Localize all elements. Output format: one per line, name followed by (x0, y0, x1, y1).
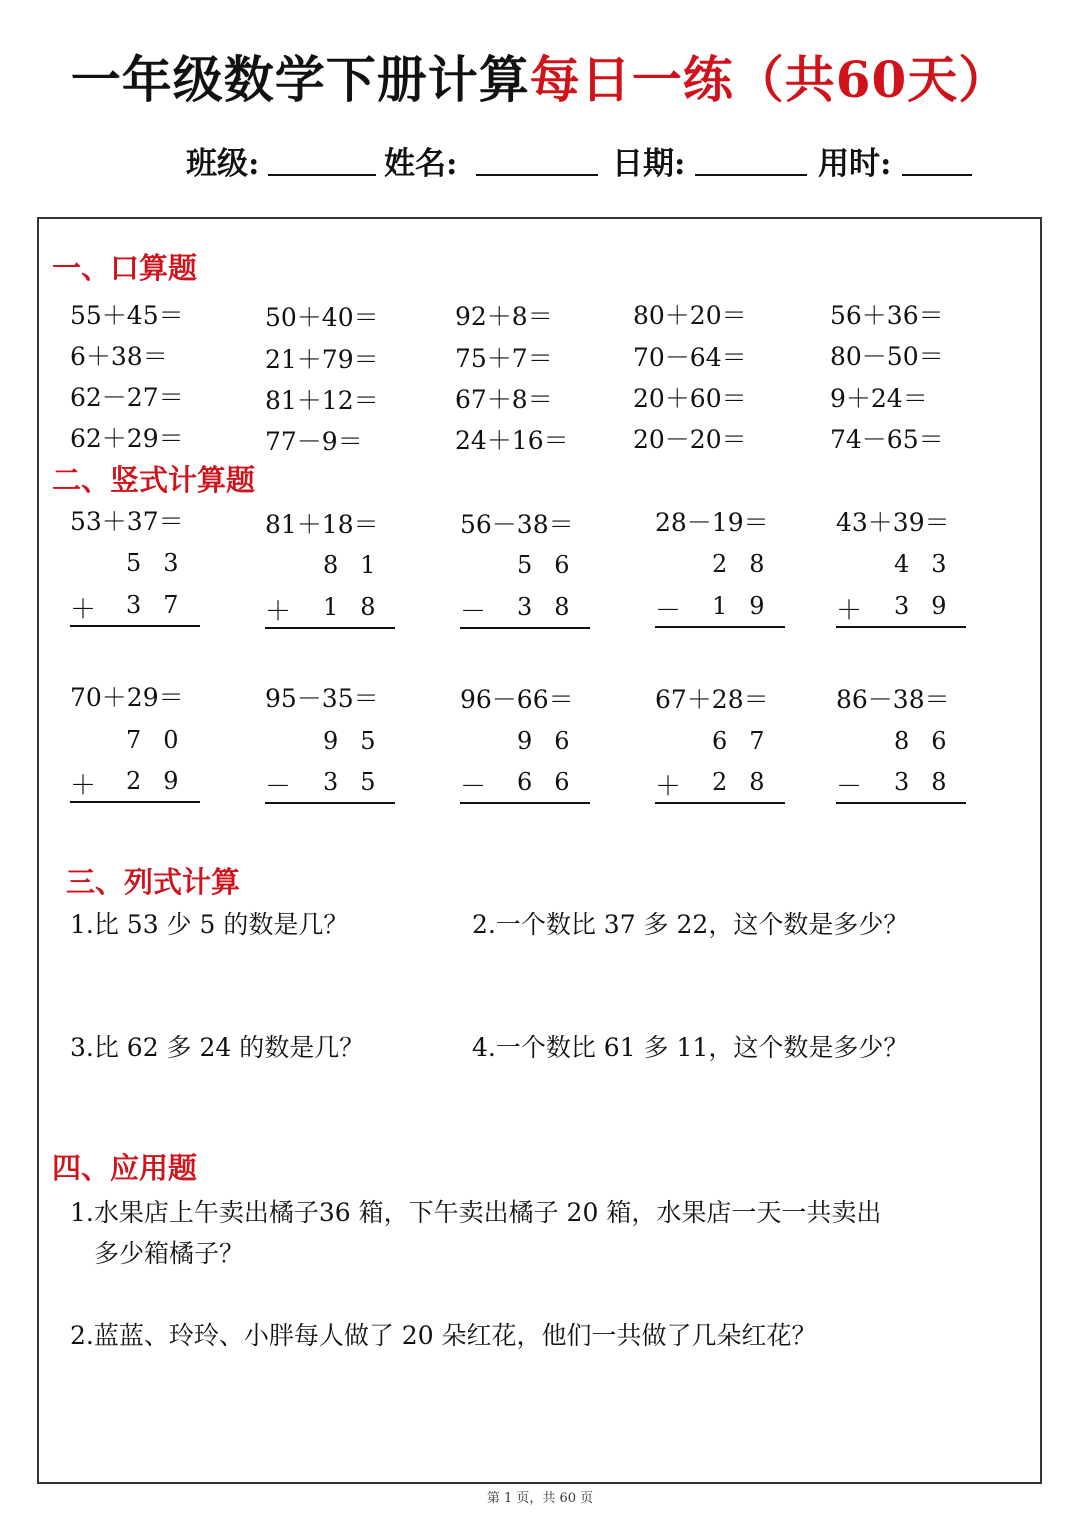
oral-question: 81＋12＝ (265, 386, 379, 415)
name-blank[interactable] (476, 174, 598, 176)
oral-question: 62＋29＝ (70, 424, 184, 453)
answer-line (655, 802, 785, 804)
vertical-equation: 95－35＝ (265, 684, 379, 713)
minus-operator: － (460, 597, 487, 627)
oral-question: 75＋7＝ (455, 344, 553, 373)
vertical-top-number: 56 (517, 551, 592, 579)
plus-operator: ＋ (70, 771, 97, 801)
answer-line (265, 802, 395, 804)
oral-question: 74－65＝ (830, 425, 944, 454)
oral-question: 6＋38＝ (70, 342, 168, 371)
word-problem-2: 2.蓝蓝、玲玲、小胖每人做了 20 朵红花，他们一共做了几朵红花？ (70, 1321, 817, 1350)
plus-operator: ＋ (836, 596, 863, 626)
page-number-footer: 第 1 页，共 60 页 (486, 1491, 594, 1506)
oral-question: 80＋20＝ (633, 301, 747, 330)
answer-line (265, 627, 395, 629)
vertical-equation: 81＋18＝ (265, 510, 379, 539)
vertical-equation: 43＋39＝ (836, 508, 950, 537)
answer-line (836, 626, 966, 628)
oral-question: 56＋36＝ (830, 301, 944, 330)
oral-question: 20＋60＝ (633, 384, 747, 413)
oral-question: 67＋8＝ (455, 385, 553, 414)
vertical-bottom-number: 39 (894, 592, 969, 620)
vertical-bottom-number: 18 (323, 593, 398, 621)
vertical-top-number: 96 (517, 727, 592, 755)
vertical-bottom-number: 66 (517, 768, 592, 796)
vertical-top-number: 70 (126, 726, 201, 754)
vertical-equation: 96－66＝ (460, 685, 574, 714)
answer-line (70, 625, 200, 627)
oral-question: 62－27＝ (70, 383, 184, 412)
vertical-top-number: 81 (323, 551, 398, 579)
class-blank[interactable] (268, 174, 376, 176)
minus-operator: － (655, 596, 682, 626)
oral-question: 24＋16＝ (455, 426, 569, 455)
plus-operator: ＋ (70, 595, 97, 625)
minus-operator: － (265, 772, 292, 802)
vertical-bottom-number: 38 (517, 593, 592, 621)
vertical-top-number: 53 (126, 549, 201, 577)
vertical-equation: 53＋37＝ (70, 507, 184, 536)
expression-question: 1.比 53 少 5 的数是几？ (70, 910, 349, 939)
date-label: 日期: (612, 146, 686, 182)
vertical-equation: 28－19＝ (655, 508, 769, 537)
vertical-top-number: 95 (323, 727, 398, 755)
title-main: 一年级数学下册计算 (70, 50, 530, 109)
word-problem-1-continued: 多少箱橘子？ (94, 1239, 245, 1268)
minus-operator: － (460, 772, 487, 802)
vertical-bottom-number: 35 (323, 768, 398, 796)
name-label: 姓名: (384, 146, 458, 182)
section-expression-heading: 三、列式计算 (66, 865, 241, 899)
time-label: 用时: (818, 146, 892, 182)
page-title (0, 40, 1080, 112)
vertical-bottom-number: 37 (126, 591, 201, 619)
section-oral-heading: 一、口算题 (52, 251, 198, 285)
word-problem-1: 1.水果店上午卖出橘子36 箱，下午卖出橘子 20 箱，水果店一天一共卖出 (70, 1198, 882, 1227)
vertical-bottom-number: 38 (894, 768, 969, 796)
vertical-top-number: 43 (894, 550, 969, 578)
minus-operator: － (836, 772, 863, 802)
plus-operator: ＋ (655, 772, 682, 802)
vertical-bottom-number: 29 (126, 767, 201, 795)
plus-operator: ＋ (265, 597, 292, 627)
answer-line (836, 802, 966, 804)
oral-question: 55＋45＝ (70, 301, 184, 330)
oral-question: 50＋40＝ (265, 303, 379, 332)
expression-question: 2.一个数比 37 多 22，这个数是多少？ (472, 910, 909, 939)
time-blank[interactable] (902, 174, 972, 176)
oral-question: 20－20＝ (633, 425, 747, 454)
vertical-equation: 56－38＝ (460, 510, 574, 539)
title-highlight: 每日一练（共60天） (529, 50, 1010, 109)
vertical-equation: 67＋28＝ (655, 685, 769, 714)
expression-question: 3.比 62 多 24 的数是几？ (70, 1033, 365, 1062)
vertical-equation: 70＋29＝ (70, 683, 184, 712)
oral-question: 92＋8＝ (455, 302, 553, 331)
vertical-top-number: 67 (712, 727, 787, 755)
answer-line (70, 801, 200, 803)
oral-question: 9＋24＝ (830, 384, 928, 413)
answer-line (460, 627, 590, 629)
vertical-equation: 86－38＝ (836, 685, 950, 714)
oral-question: 80－50＝ (830, 342, 944, 371)
class-label: 班级: (186, 146, 260, 182)
vertical-bottom-number: 19 (712, 592, 787, 620)
answer-line (460, 802, 590, 804)
answer-line (655, 626, 785, 628)
expression-question: 4.一个数比 61 多 11，这个数是多少？ (472, 1033, 909, 1062)
vertical-top-number: 28 (712, 550, 787, 578)
vertical-bottom-number: 28 (712, 768, 787, 796)
oral-question: 70－64＝ (633, 343, 747, 372)
oral-question: 21＋79＝ (265, 345, 379, 374)
date-blank[interactable] (695, 174, 807, 176)
section-word-heading: 四、应用题 (52, 1151, 198, 1185)
oral-question: 77－9＝ (265, 427, 363, 456)
vertical-top-number: 86 (894, 727, 969, 755)
section-vertical-heading: 二、竖式计算题 (52, 463, 256, 497)
